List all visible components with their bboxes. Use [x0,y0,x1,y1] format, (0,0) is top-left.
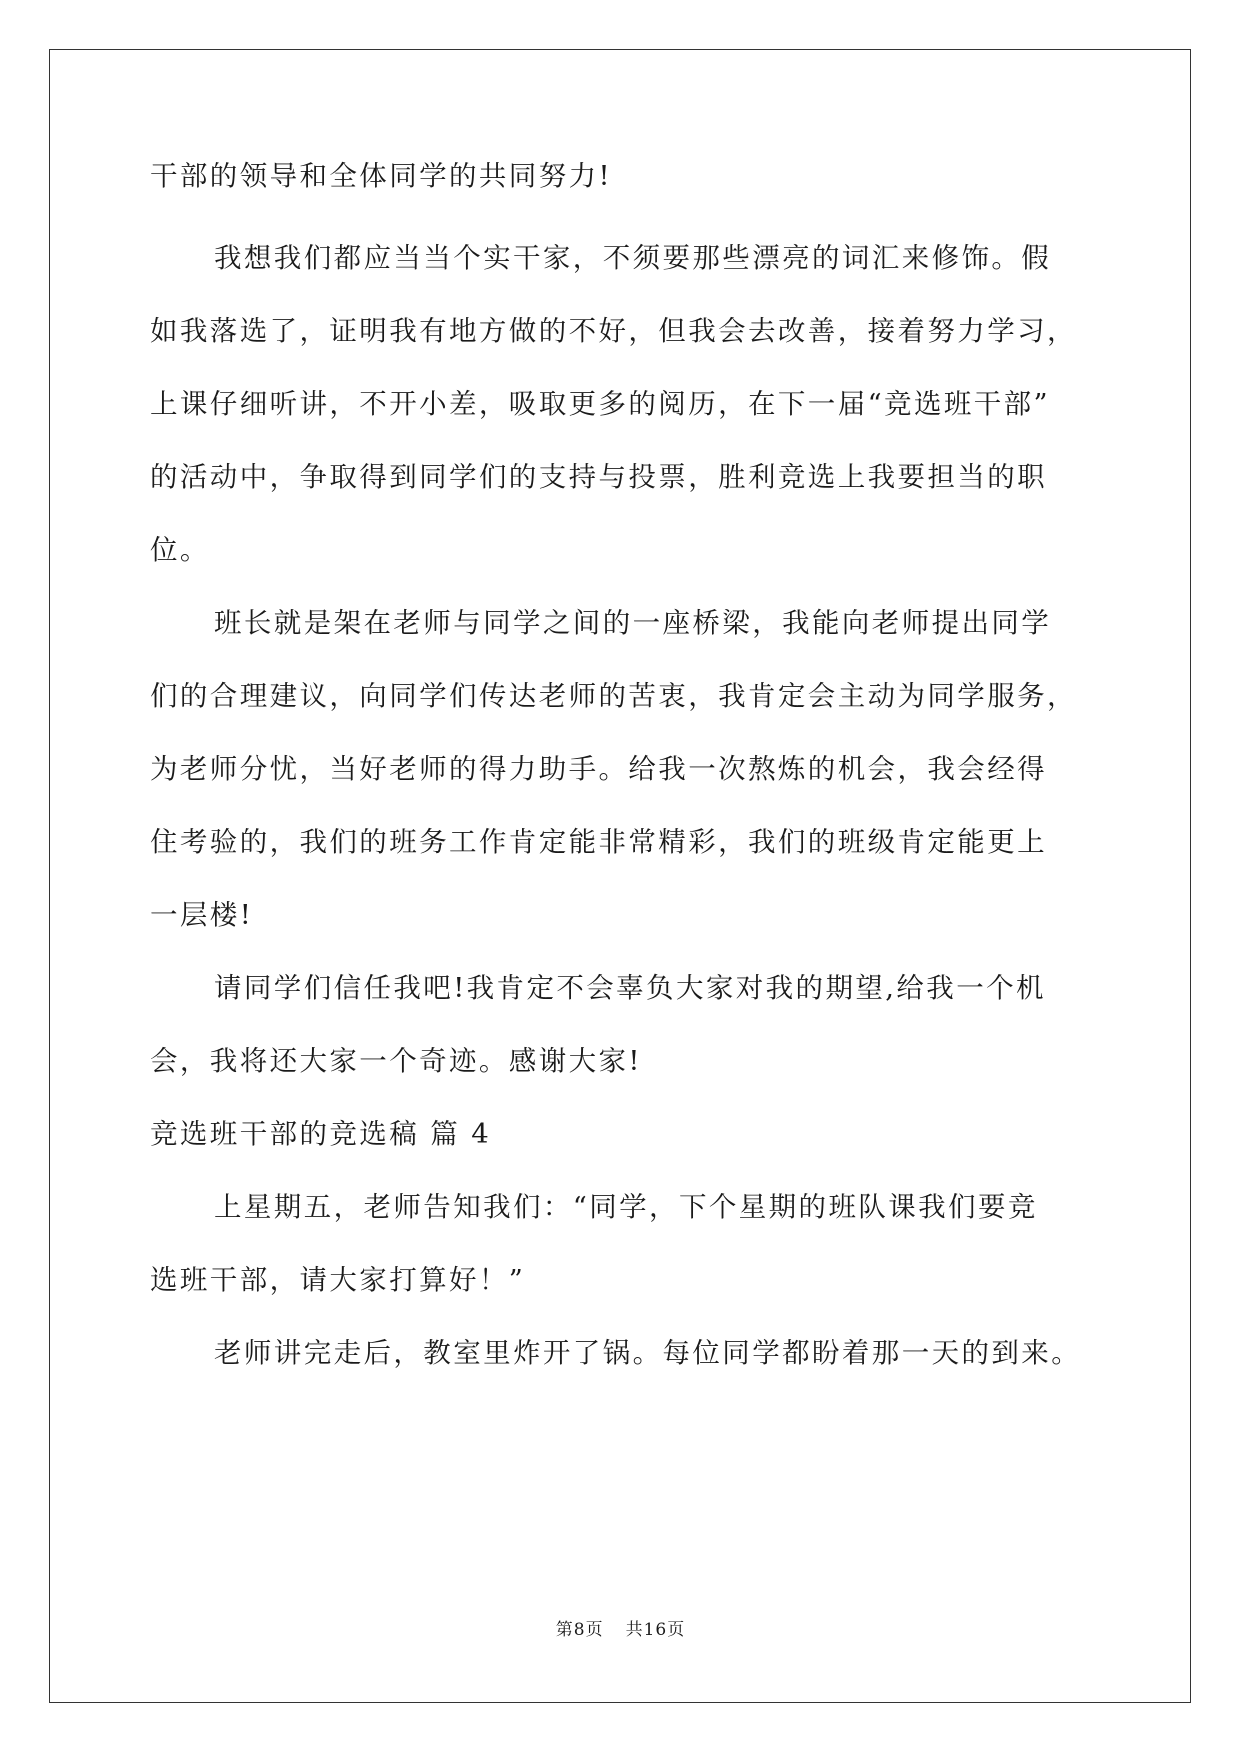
paragraph-start-line: 上星期五，老师告知我们：“同学，下个星期的班队课我们要竞 [214,1191,1038,1223]
text-line: 们的合理建议，向同学们传达老师的苦衷，我肯定会主动为同学服务， [150,680,1077,712]
paragraph-start-line: 班长就是架在老师与同学之间的一座桥梁，我能向老师提出同学 [214,607,1052,639]
text-line: 为老师分忧，当好老师的得力助手。给我一次熬炼的机会，我会经得 [150,753,1047,785]
page-total: 共16页 [625,1620,686,1640]
text-line: 会，我将还大家一个奇迹。感谢大家! [150,1045,642,1077]
page-footer [0,1618,1241,1642]
paragraph-start-line: 老师讲完走后，教室里炸开了锅。每位同学都盼着那一天的到来。 [214,1337,1082,1369]
section-heading: 竞选班干部的竞选稿 篇 4 [150,1118,492,1150]
text-line: 住考验的，我们的班务工作肯定能非常精彩，我们的班级肯定能更上 [150,826,1047,858]
text-line: 选班干部，请大家打算好！” [150,1264,526,1296]
paragraph-start-line: 我想我们都应当当个实干家，不须要那些漂亮的词汇来修饰。假 [214,242,1052,274]
text-line: 如我落选了，证明我有地方做的不好，但我会去改善，接着努力学习， [150,315,1077,347]
text-line: 位。 [150,534,210,566]
text-line: 一层楼! [150,899,254,931]
text-line: 上课仔细听讲，不开小差，吸取更多的阅历，在下一届“竞选班干部” [150,388,1051,420]
text-line: 干部的领导和全体同学的共同努力! [150,160,612,192]
page-number: 第8页 [555,1620,604,1640]
page-border [49,49,1191,1703]
text-line: 的活动中，争取得到同学们的支持与投票，胜利竞选上我要担当的职 [150,461,1047,493]
paragraph-start-line: 请同学们信任我吧!我肯定不会辜负大家对我的期望,给我一个机 [214,972,1046,1004]
